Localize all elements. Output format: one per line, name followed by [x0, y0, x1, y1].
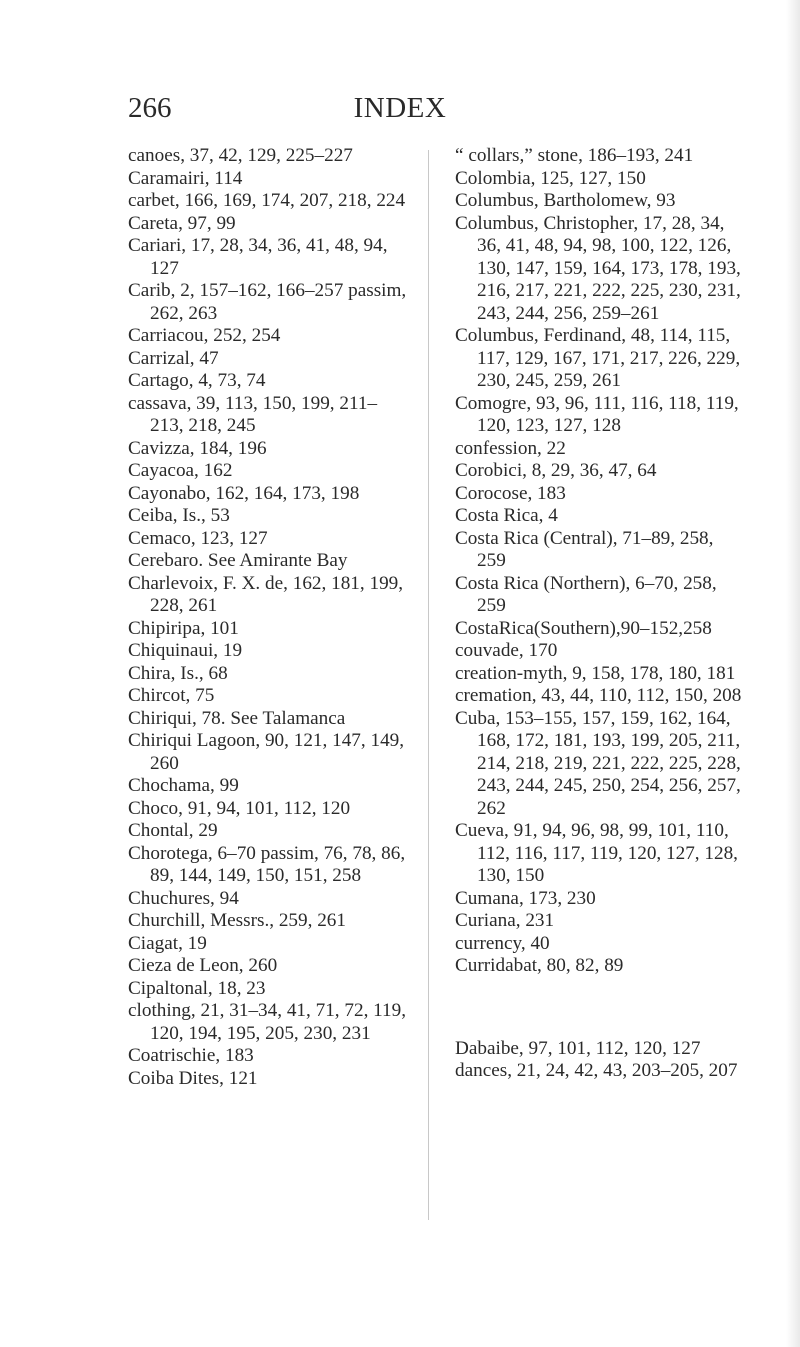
index-entry: Caramairi, 114 [128, 167, 243, 189]
index-entry: Costa Rica (Central), 71–89, 258, 259 [455, 527, 714, 571]
index-entry: Chochama, 99 [128, 775, 239, 796]
index-entry: Cueva, 91, 94, 96, 98, 99, 101, 110, 112, 116, 117, 119, 120, 127, 128, 130, 150 [455, 820, 738, 886]
page-header [0, 88, 800, 128]
index-entry: Dabaibe, 97, 101, 112, 120, 127 [455, 1037, 701, 1059]
page-edge-shadow [786, 0, 800, 1347]
index-entry: CostaRica(Southern),90–152,258 [455, 617, 712, 639]
index-entry: cremation, 43, 44, 110, 112, 150, 208 [455, 685, 742, 706]
index-entry: Carriacou, 252, 254 [128, 325, 281, 346]
index-entry: “ collars,” stone, 186–193, 241 [455, 145, 694, 166]
column-divider [428, 150, 429, 1220]
index-entry: Chiriqui Lagoon, 90, 121, 147, 149, 260 [128, 730, 405, 774]
index-entry: Columbus, Christopher, 17, 28, 34, 36, 41, 48, 94, 98, 100, 122, 126, 130, 147, 159, 164, 173, 178, 193, 216, 217, 221, 222, 225, 230, 231, 243, 244, 256, 259–261 [455, 212, 741, 324]
index-entry: Cerebaro. See Amirante Bay [128, 550, 348, 571]
index-entry: Colombia, 125, 127, 150 [455, 167, 646, 189]
index-entry: Carrizal, 47 [128, 347, 219, 369]
index-entry: Cayonabo, 162, 164, 173, 198 [128, 482, 360, 504]
index-entry: canoes, 37, 42, 129, 225–227 [128, 145, 353, 166]
index-entry: couvade, 170 [455, 640, 558, 661]
index-entry: creation-myth, 9, 158, 178, 180, 181 [455, 662, 736, 684]
index-entry: cassava, 39, 113, 150, 199, 211–213, 218, 245 [128, 392, 378, 436]
index-entry: Costa Rica (Northern), 6–70, 258, 259 [455, 572, 717, 616]
index-entry: Coatrischie, 183 [128, 1045, 254, 1066]
index-entry: Ceiba, Is., 53 [128, 505, 230, 526]
index-entry: carbet, 166, 169, 174, 207, 218, 224 [128, 190, 406, 211]
index-entry: Cartago, 4, 73, 74 [128, 370, 266, 391]
index-entry: Chuchures, 94 [128, 887, 239, 909]
index-entry: Charlevoix, F. X. de, 162, 181, 199, 228, 261 [128, 572, 404, 616]
page-title: INDEX [353, 92, 447, 124]
index-entry: Comogre, 93, 96, 111, 116, 118, 119, 120, 123, 127, 128 [455, 392, 739, 436]
index-entry: Costa Rica, 4 [455, 505, 558, 526]
index-entry: Curridabat, 80, 82, 89 [455, 955, 624, 976]
index-column-right [455, 145, 745, 1083]
index-entry: Chontal, 29 [128, 820, 218, 841]
index-entry: Choco, 91, 94, 101, 112, 120 [128, 797, 351, 819]
index-entry: Cemaco, 123, 127 [128, 527, 268, 549]
index-entry: Chircot, 75 [128, 685, 215, 706]
index-entry: dances, 21, 24, 42, 43, 203–205, 207 [455, 1060, 738, 1082]
index-entry: Columbus, Bartholomew, 93 [455, 190, 676, 211]
index-entry: Cuba, 153–155, 157, 159, 162, 164, 168, 172, 181, 193, 199, 205, 211, 214, 218, 219, 221, 222, 225, 228, 243, 244, 245, 250, 254, 256, 257, 262 [455, 707, 741, 819]
index-entry: Curiana, 231 [455, 910, 555, 931]
index-column-left [128, 145, 410, 1090]
index-entry: Cieza de Leon, 260 [128, 955, 278, 976]
index-entry: Cayacoa, 162 [128, 460, 233, 481]
index-entry: Coiba Dites, 121 [128, 1067, 258, 1089]
index-entry: Careta, 97, 99 [128, 212, 236, 234]
index-entry: Cavizza, 184, 196 [128, 437, 267, 459]
letter-section-gap [455, 997, 745, 1019]
page-number: 266 [128, 92, 172, 124]
index-entry: Chipiripa, 101 [128, 617, 239, 639]
index-entry: Ciagat, 19 [128, 932, 207, 954]
index-entry: Columbus, Ferdinand, 48, 114, 115, 117, 129, 167, 171, 217, 226, 229, 230, 245, 259, 261 [455, 325, 741, 391]
index-entry: currency, 40 [455, 932, 550, 954]
index-entry: Chira, Is., 68 [128, 662, 228, 684]
index-entry: Churchill, Messrs., 259, 261 [128, 910, 346, 931]
index-entry: clothing, 21, 31–34, 41, 71, 72, 119, 120, 194, 195, 205, 230, 231 [128, 1000, 407, 1044]
index-entry: Cipaltonal, 18, 23 [128, 977, 266, 999]
index-entry: confession, 22 [455, 437, 566, 459]
index-entry: Corocose, 183 [455, 482, 566, 504]
index-entry: Cumana, 173, 230 [455, 887, 596, 909]
index-entry: Chiquinaui, 19 [128, 640, 243, 661]
index-entry: Cariari, 17, 28, 34, 36, 41, 48, 94, 127 [128, 235, 388, 279]
index-entry: Corobici, 8, 29, 36, 47, 64 [455, 460, 657, 481]
index-entry: Chiriqui, 78. See Talamanca [128, 707, 346, 729]
index-entry: Carib, 2, 157–162, 166–257 passim, 262, 263 [128, 280, 407, 324]
index-entry: Chorotega, 6–70 passim, 76, 78, 86, 89, 144, 149, 150, 151, 258 [128, 842, 406, 886]
